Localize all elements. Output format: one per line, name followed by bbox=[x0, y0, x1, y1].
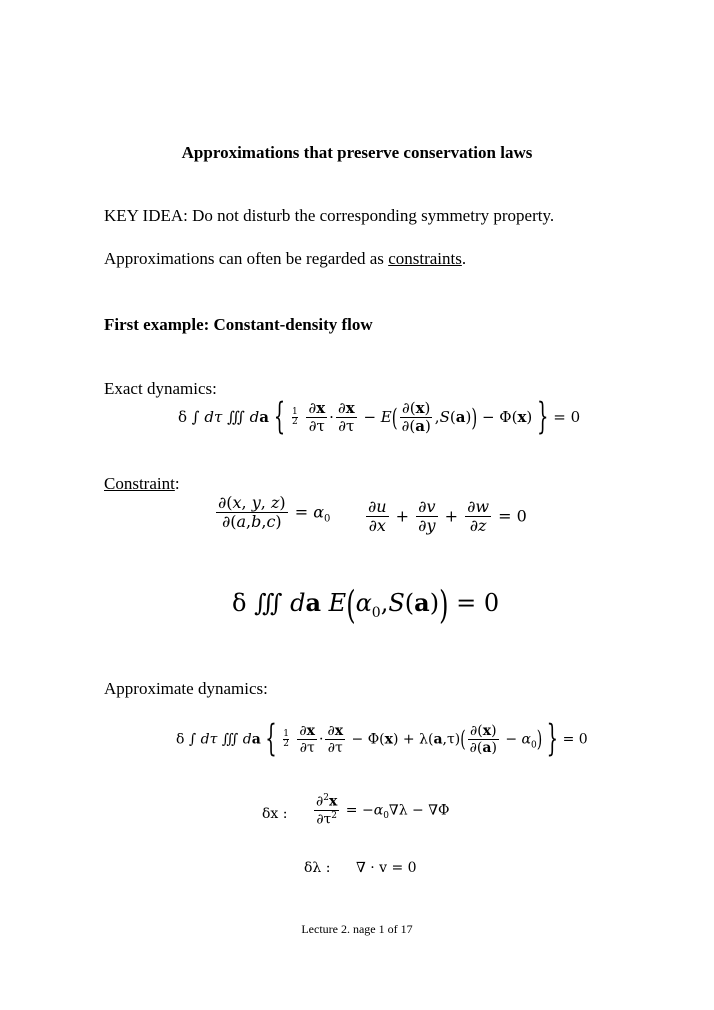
exact-dynamics-label: Exact dynamics: bbox=[104, 379, 217, 398]
page-footer: Lecture 2. nage 1 of 17 bbox=[301, 922, 413, 936]
reduced-variational-equation: δ ∭ da $E(\alpha_0,S(a)) = 0$ bbox=[232, 582, 500, 627]
approximate-dynamics-equation: δ ∫ dτ ∭ da { $\frac{1}{2}$ $\frac{\partial x}{\partial\tau}$ · $\frac{\partial x}{\partial\tau}$ − Φ(x) + λ(a,τ)( $\frac{\partial(x)}{\partial(a)}$ − $\alpha_0$) } = 0 bbox=[176, 718, 588, 761]
momentum-equation: $\frac{\partial^2x}{\partial\tau^2}$ = $-\alpha_0\nabla\lambda - \nabla\Phi$ bbox=[316, 793, 450, 828]
constraint-label-word: Constraint bbox=[104, 474, 175, 493]
var-x-label: δx : bbox=[262, 806, 288, 822]
exact-dynamics-equation: δ ∫ dτ ∭ da { $\frac{1}{2}$ $\frac{\partial x}{\partial\tau}$ · $\frac{\partial x}{\partial\tau}$ − E( $\frac{\partial(x)}{\partial(a)}$ ,S(a)) − Φ(x) } = 0 bbox=[178, 396, 581, 439]
approx-sentence-constraints: constraints bbox=[388, 249, 462, 268]
first-example-heading: First example: Constant-density flow bbox=[104, 315, 373, 334]
var-lambda-label: δλ : bbox=[304, 860, 331, 876]
approximate-dynamics-label: Approximate dynamics: bbox=[104, 679, 268, 698]
page-title: Approximations that preserve conservation laws bbox=[181, 143, 533, 162]
jacobian-constraint-equation: $\frac{\partial(x, y, z)}{\partial(a,b,c)}$ = $\alpha_0$ bbox=[218, 493, 331, 532]
constraint-label bbox=[104, 474, 180, 494]
key-idea-text: KEY IDEA: Do not disturb the corresponding symmetry property. bbox=[104, 206, 555, 225]
incompressibility-equation: ∇ · v = 0 bbox=[356, 860, 417, 876]
constraint-label-colon: : bbox=[174, 474, 180, 493]
divergence-constraint-equation: $\frac{\partial u}{\partial x}$ + $\frac{\partial v}{\partial y}$ + $\frac{\partial w}{\partial z}$ = 0 bbox=[368, 497, 527, 536]
approximations-sentence bbox=[104, 249, 466, 269]
approx-sentence-after: . bbox=[461, 249, 467, 268]
approx-sentence-before: Approximations can often be regarded as bbox=[104, 249, 389, 268]
